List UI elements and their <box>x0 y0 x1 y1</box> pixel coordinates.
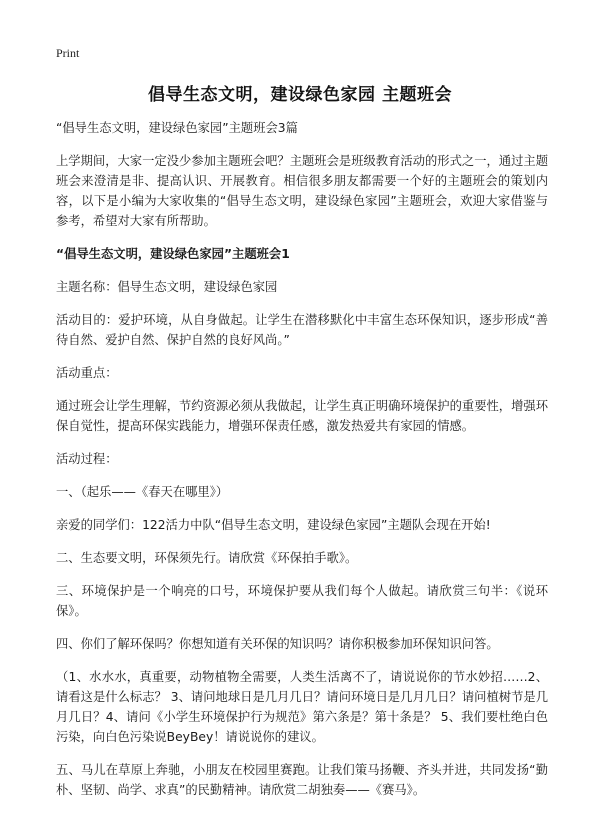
intro-paragraph: 上学期间，大家一定没少参加主题班会吧？主题班会是班级教育活动的形式之一，通过主题班会来澄清是非、提高认识、开展教育。相信很多朋友都需要一个好的主题班会的策划内容，以下是小编为大家收集的“倡导生态文明，建设绿色家园”主题班会，欢迎大家借鉴与参考，希望对大家有所帮助。 <box>56 154 548 228</box>
focus-paragraph: 通过班会让学生理解，节约资源必须从我做起，让学生真正明确环境保护的重要性，增强环保自觉性，提高环保实践能力，增强环保责任感，激发热爱共有家园的情感。 <box>56 399 548 433</box>
print-label: Print <box>56 46 80 60</box>
process-label: 活动过程： <box>56 452 118 466</box>
step-3: 三、环境保护是一个响亮的口号，环境保护要从我们每个人做起。请欣赏三句半：《说环保》。 <box>56 584 548 618</box>
document-body <box>56 118 548 813</box>
document-subtitle: “倡导生态文明，建设绿色家园”主题班会3篇 <box>56 121 298 135</box>
section-heading: “倡导生态文明，建设绿色家园”主题班会1 <box>56 247 290 261</box>
step-2: 二、生态要文明，环保须先行。请欣赏《环保拍手歌》。 <box>56 551 358 565</box>
focus-label: 活动重点： <box>56 366 118 380</box>
step-1: 一、（起乐——《春天在哪里》） <box>56 485 229 499</box>
page-title: 倡导生态文明，建设绿色家园 主题班会 <box>148 85 452 105</box>
purpose-paragraph: 活动目的：爱护环境，从自身做起。让学生在潜移默化中丰富生态环保知识，逐步形成“善待自然、爱护自然、保护自然的良好风尚。” <box>56 313 548 347</box>
step-5: 五、马儿在草原上奔驰，小朋友在校园里赛跑。让我们策马扬鞭、齐头并进，共同发扬“勤朴、坚韧、尚学、求真”的民勤精神。请欣赏二胡独奏——《赛马》。 <box>56 763 548 797</box>
step-4: 四、你们了解环保吗？你想知道有关环保的知识吗？请你积极参加环保知识问答。 <box>56 637 499 651</box>
greeting-paragraph: 亲爱的同学们：122活力中队“倡导生态文明，建设绿色家园”主题队会现在开始! <box>56 518 491 532</box>
theme-name-paragraph: 主题名称：倡导生态文明，建设绿色家园 <box>56 280 278 294</box>
quiz-paragraph: （1、水水水，真重要，动物植物全需要，人类生活离不了，请说说你的节水妙招……2、请看这是什么标志？ 3、请问地球日是几月几日？请问环境日是几月几日？请问植树节是几月几日？4、请问《小学生环境保护行为规范》第六条是？第十条是？ 5、我们要杜绝白色污染，向白色污染说BeyBey！请说说你的建议。 <box>56 670 548 744</box>
